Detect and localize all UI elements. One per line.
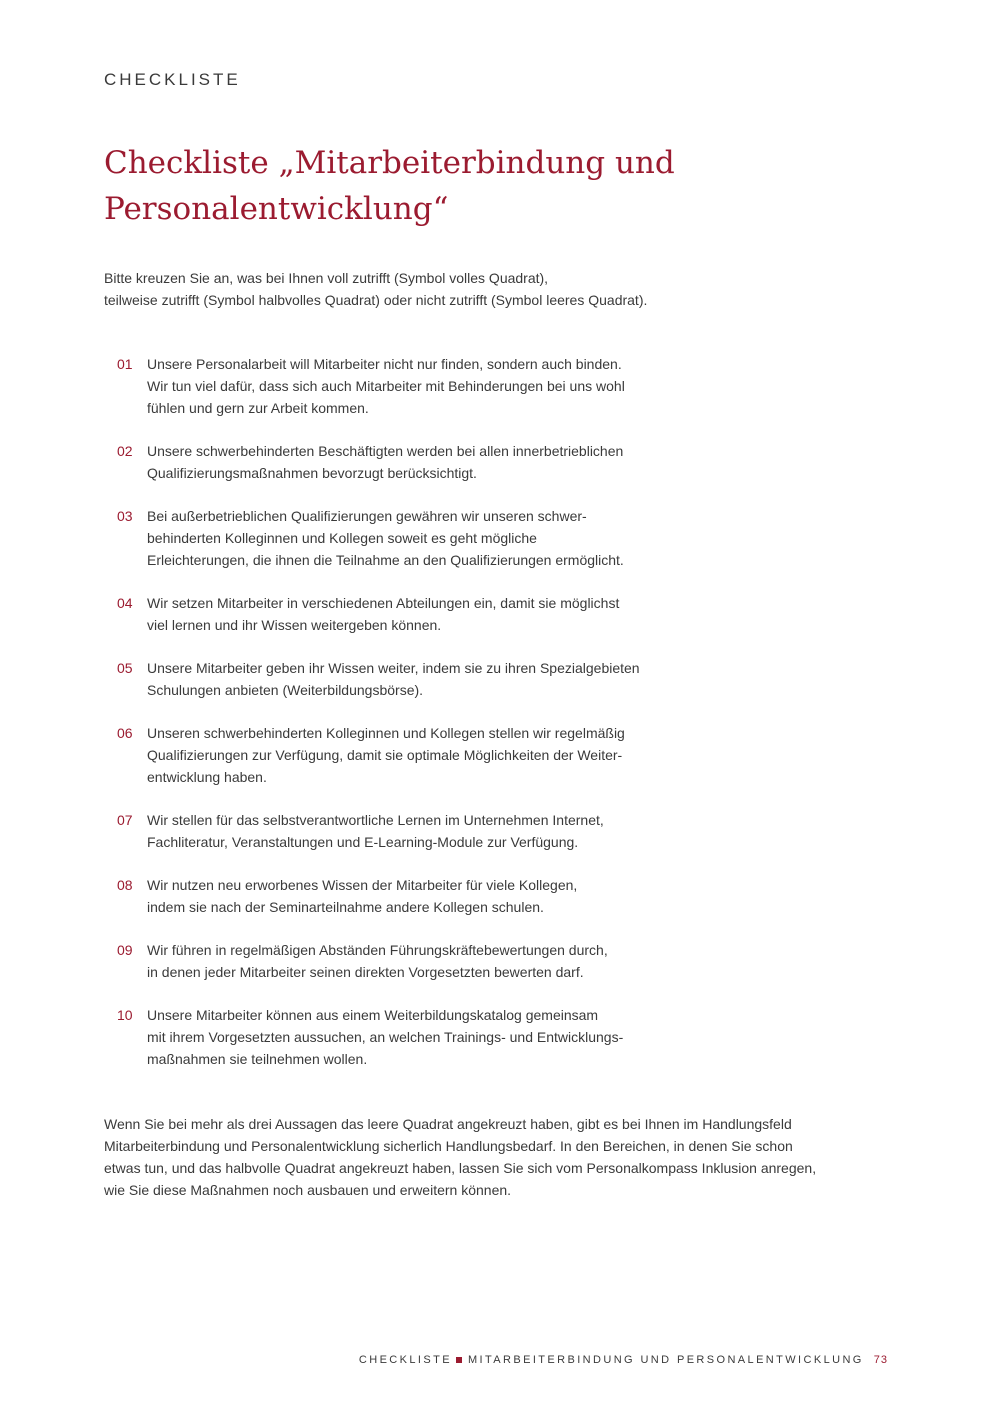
item-text-line: Qualifizierungen zur Verfügung, damit sie optimale Möglichkeiten der Weiter- — [147, 747, 623, 763]
item-text-line: Wir führen in regelmäßigen Abständen Führungskräftebewertungen durch, — [147, 942, 608, 958]
item-number — [104, 809, 147, 831]
outro-line-4: wie Sie diese Maßnahmen noch ausbauen und erweitern können. — [104, 1182, 512, 1198]
item-number — [104, 722, 147, 744]
item-text — [147, 505, 707, 571]
checklist-item — [104, 657, 864, 701]
outro-text — [104, 1113, 894, 1201]
item-text-line: indem sie nach der Seminarteilnahme andere Kollegen schulen. — [147, 899, 544, 915]
page-title — [104, 140, 804, 232]
item-number — [104, 1004, 147, 1026]
item-number-label: 01 — [117, 356, 133, 372]
item-text — [147, 939, 707, 983]
item-number — [104, 657, 147, 679]
item-text-line: Wir nutzen neu erworbenes Wissen der Mitarbeiter für viele Kollegen, — [147, 877, 578, 893]
item-text — [147, 874, 707, 918]
item-text-line: Unsere Mitarbeiter geben ihr Wissen weiter, indem sie zu ihren Spezialgebieten — [147, 660, 640, 676]
item-text-line: Unsere Personalarbeit will Mitarbeiter nicht nur finden, sondern auch binden. — [147, 356, 622, 372]
item-text-line: Unsere schwerbehinderten Beschäftigten werden bei allen innerbetrieblichen — [147, 443, 624, 459]
checklist-item — [104, 353, 864, 419]
checklist-item — [104, 939, 864, 983]
item-text-line: in denen jeder Mitarbeiter seinen direkten Vorgesetzten bewerten darf. — [147, 964, 584, 980]
item-number-label: 06 — [117, 725, 133, 741]
footer-section: CHECKLISTE — [358, 1354, 452, 1366]
checklist-item — [104, 1004, 864, 1070]
item-text-line: Erleichterungen, die ihnen die Teilnahme an den Qualifizierungen ermöglicht. — [147, 552, 624, 568]
item-text-line: Bei außerbetrieblichen Qualifizierungen gewähren wir unseren schwer- — [147, 508, 587, 524]
item-text — [147, 592, 707, 636]
outro-line-1: Wenn Sie bei mehr als drei Aussagen das leere Quadrat angekreuzt haben, gibt es bei Ihnen im Handlungsfeld — [104, 1116, 792, 1132]
page-number: 73 — [873, 1354, 888, 1366]
item-text-line: Fachliteratur, Veranstaltungen und E-Learning-Module zur Verfügung. — [147, 834, 579, 850]
item-number — [104, 874, 147, 896]
checklist-item — [104, 722, 864, 788]
item-text — [147, 440, 707, 484]
title-line-2: Personalentwicklung“ — [104, 191, 449, 227]
item-text-line: fühlen und gern zur Arbeit kommen. — [147, 400, 369, 416]
item-text-line: Unsere Mitarbeiter können aus einem Weiterbildungskatalog gemeinsam — [147, 1007, 599, 1023]
footer-topic: MITARBEITERBINDUNG UND PERSONALENTWICKLUNG — [467, 1354, 864, 1366]
item-number-label: 07 — [117, 812, 133, 828]
item-text-line: behinderten Kolleginnen und Kollegen soweit es geht mögliche — [147, 530, 537, 546]
outro-line-2: Mitarbeiterbindung und Personalentwicklung sicherlich Handlungsbedarf. In den Bereichen, in denen Sie schon — [104, 1138, 793, 1154]
item-number-label: 02 — [117, 443, 133, 459]
item-text-line: Wir stellen für das selbstverantwortliche Lernen im Unternehmen Internet, — [147, 812, 604, 828]
item-text-line: Wir setzen Mitarbeiter in verschiedenen Abteilungen ein, damit sie möglichst — [147, 595, 620, 611]
item-text — [147, 1004, 707, 1070]
intro-line-1: Bitte kreuzen Sie an, was bei Ihnen voll zutrifft (Symbol volles Quadrat), — [104, 270, 549, 286]
item-text — [147, 809, 707, 853]
item-number — [104, 353, 147, 375]
item-number-label: 04 — [117, 595, 133, 611]
item-text-line: Wir tun viel dafür, dass sich auch Mitarbeiter mit Behinderungen bei uns wohl — [147, 378, 625, 394]
item-number-label: 10 — [117, 1007, 133, 1023]
section-label: CHECKLISTE — [104, 70, 241, 89]
square-bullet-icon — [456, 1357, 462, 1363]
item-number-label: 05 — [117, 660, 133, 676]
intro-line-2: teilweise zutrifft (Symbol halbvolles Quadrat) oder nicht zutrifft (Symbol leeres Quadrat). — [104, 292, 648, 308]
page-footer — [359, 1354, 888, 1366]
item-text-line: mit ihrem Vorgesetzten aussuchen, an welchen Trainings- und Entwicklungs- — [147, 1029, 624, 1045]
checklist-item — [104, 874, 864, 918]
item-number — [104, 505, 147, 527]
item-text-line: Unseren schwerbehinderten Kolleginnen und Kollegen stellen wir regelmäßig — [147, 725, 625, 741]
item-number-label: 09 — [117, 942, 133, 958]
item-text-line: viel lernen und ihr Wissen weitergeben können. — [147, 617, 442, 633]
item-number — [104, 939, 147, 961]
item-text-line: Schulungen anbieten (Weiterbildungsbörse). — [147, 682, 424, 698]
item-number-label: 03 — [117, 508, 133, 524]
item-text — [147, 722, 707, 788]
item-text-line: maßnahmen sie teilnehmen wollen. — [147, 1051, 368, 1067]
checklist-item — [104, 592, 864, 636]
checklist-item — [104, 505, 864, 571]
item-number — [104, 592, 147, 614]
title-line-1: Checkliste „Mitarbeiterbindung und — [104, 145, 675, 181]
checklist-item — [104, 809, 864, 853]
item-text-line: entwicklung haben. — [147, 769, 267, 785]
intro-text — [104, 267, 824, 311]
outro-line-3: etwas tun, und das halbvolle Quadrat angekreuzt haben, lassen Sie sich vom Personalkompass Inklusion anregen, — [104, 1160, 817, 1176]
item-text — [147, 353, 707, 419]
item-text-line: Qualifizierungsmaßnahmen bevorzugt berücksichtigt. — [147, 465, 477, 481]
checklist — [104, 353, 864, 1091]
item-number-label: 08 — [117, 877, 133, 893]
item-text — [147, 657, 707, 701]
item-number — [104, 440, 147, 462]
checklist-item — [104, 440, 864, 484]
